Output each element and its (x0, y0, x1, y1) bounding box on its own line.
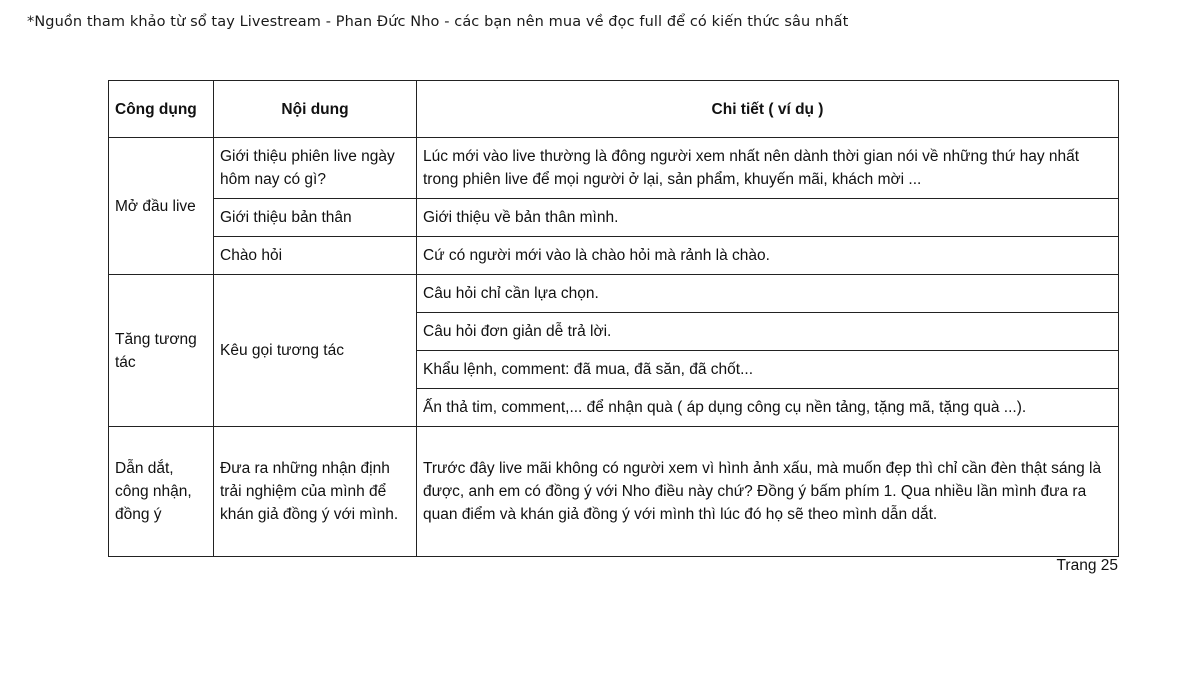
content-cell: Giới thiệu phiên live ngày hôm nay có gì? (214, 138, 417, 199)
purpose-cell: Dẫn dắt, công nhận, đồng ý (109, 427, 214, 557)
source-note: *Nguồn tham khảo từ sổ tay Livestream - Phan Đức Nho - các bạn nên mua về đọc full để có kiến thức sâu nhất (27, 14, 849, 30)
livestream-script-table (108, 80, 1119, 557)
content-cell: Đưa ra những nhận định trải nghiệm của mình để khán giả đồng ý với mình. (214, 427, 417, 557)
table-row (109, 138, 1119, 199)
header-content: Nội dung (214, 81, 417, 138)
detail-cell: Ấn thả tim, comment,... để nhận quà ( áp dụng công cụ nền tảng, tặng mã, tặng quà ...). (417, 389, 1119, 427)
detail-cell: Lúc mới vào live thường là đông người xem nhất nên dành thời gian nói về những thứ hay nhất trong phiên live để mọi người ở lại, sản phẩm, khuyến mãi, khách mời ... (417, 138, 1119, 199)
detail-cell: Cứ có người mới vào là chào hỏi mà rảnh là chào. (417, 237, 1119, 275)
content-cell: Chào hỏi (214, 237, 417, 275)
table-row (109, 237, 1119, 275)
detail-cell: Trước đây live mãi không có người xem vì hình ảnh xấu, mà muốn đẹp thì chỉ cần đèn thật sáng là được, anh em có đồng ý với Nho điều này chứ? Đồng ý bấm phím 1. Qua nhiều lần mình đưa ra quan điểm và khán giả đồng ý với mình thì lúc đó họ sẽ theo mình dẫn dắt. (417, 427, 1119, 557)
table-row (109, 275, 1119, 313)
table-row (109, 427, 1119, 557)
purpose-cell: Tăng tương tác (109, 275, 214, 427)
header-detail: Chi tiết ( ví dụ ) (417, 81, 1119, 138)
table-row (109, 199, 1119, 237)
detail-cell: Câu hỏi chỉ cần lựa chọn. (417, 275, 1119, 313)
header-purpose: Công dụng (109, 81, 214, 138)
page-number: Trang 25 (1056, 557, 1118, 574)
content-cell: Kêu gọi tương tác (214, 275, 417, 427)
detail-cell: Khẩu lệnh, comment: đã mua, đã săn, đã chốt... (417, 351, 1119, 389)
purpose-cell: Mở đầu live (109, 138, 214, 275)
detail-cell: Giới thiệu về bản thân mình. (417, 199, 1119, 237)
content-cell: Giới thiệu bản thân (214, 199, 417, 237)
detail-cell: Câu hỏi đơn giản dễ trả lời. (417, 313, 1119, 351)
table-header-row (109, 81, 1119, 138)
